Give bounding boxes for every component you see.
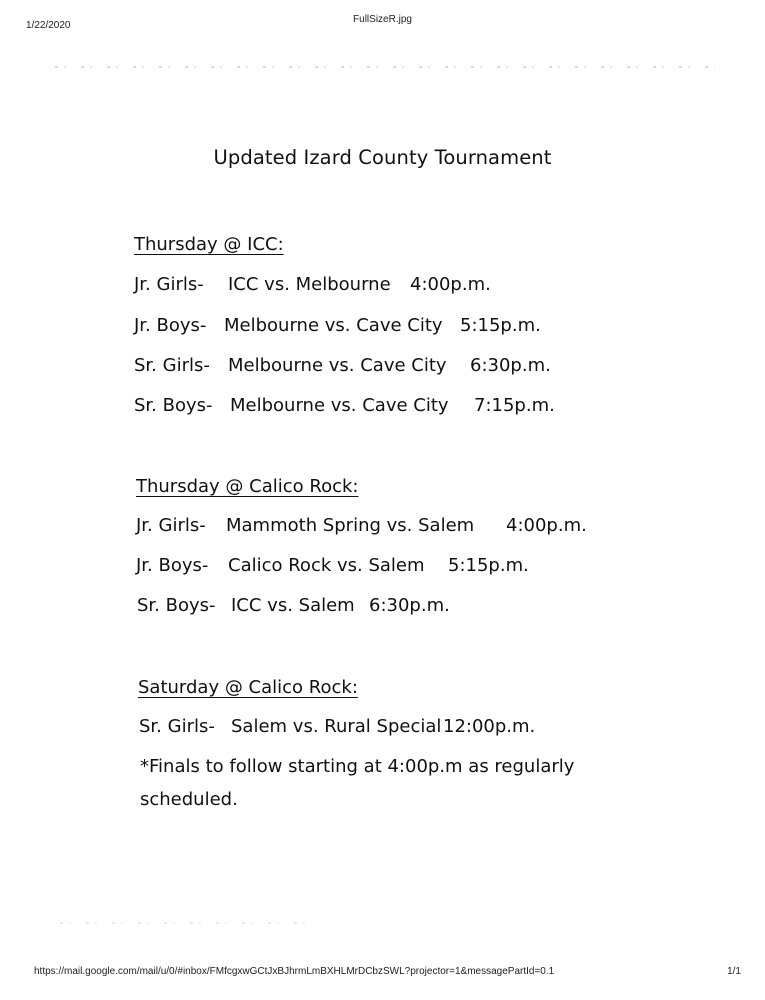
game-matchup: Mammoth Spring vs. Salem bbox=[226, 515, 475, 536]
document-title: Updated Izard County Tournament bbox=[213, 146, 552, 169]
game-time: 5:15p.m. bbox=[460, 315, 541, 336]
game-row bbox=[136, 515, 587, 536]
game-row bbox=[136, 555, 529, 576]
game-matchup: Melbourne vs. Cave City bbox=[224, 315, 443, 336]
section-heading-thursday-icc: Thursday @ ICC: bbox=[134, 234, 284, 255]
game-time: 5:15p.m. bbox=[448, 555, 529, 576]
game-level: Jr. Girls- bbox=[134, 274, 204, 295]
game-matchup: Melbourne vs. Cave City bbox=[230, 395, 449, 416]
game-row bbox=[139, 716, 535, 737]
game-level: Jr. Boys- bbox=[134, 315, 207, 336]
game-level: Sr. Girls- bbox=[139, 716, 215, 737]
print-date: 1/22/2020 bbox=[26, 20, 71, 31]
game-row bbox=[134, 274, 491, 295]
game-row bbox=[134, 395, 555, 416]
game-time: 12:00p.m. bbox=[443, 716, 536, 737]
game-row bbox=[134, 315, 541, 336]
game-matchup: Melbourne vs. Cave City bbox=[228, 355, 447, 376]
game-time: 4:00p.m. bbox=[506, 515, 587, 536]
game-time: 7:15p.m. bbox=[474, 395, 555, 416]
section-heading-saturday-calico-rock: Saturday @ Calico Rock: bbox=[138, 677, 358, 698]
game-time: 6:30p.m. bbox=[470, 355, 551, 376]
print-url: https://mail.google.com/mail/u/0/#inbox/FMfcgxwGCtJxBJhrmLmBXHLMrDCbzSWL?projector=1&messagePartId=0.1 bbox=[34, 966, 555, 977]
scan-artifact-bottom bbox=[60, 922, 310, 924]
game-row bbox=[137, 595, 450, 616]
game-level: Sr. Boys- bbox=[137, 595, 216, 616]
game-matchup: ICC vs. Melbourne bbox=[228, 274, 391, 295]
game-level: Jr. Girls- bbox=[136, 515, 206, 536]
game-time: 6:30p.m. bbox=[369, 595, 450, 616]
game-row bbox=[134, 355, 551, 376]
game-matchup: Salem vs. Rural Special bbox=[231, 716, 442, 737]
game-time: 4:00p.m. bbox=[410, 274, 491, 295]
finals-note-line-1: *Finals to follow starting at 4:00p.m as regularly bbox=[140, 756, 575, 777]
game-level: Sr. Girls- bbox=[134, 355, 210, 376]
print-page-number: 1/1 bbox=[727, 966, 741, 977]
game-level: Jr. Boys- bbox=[136, 555, 209, 576]
finals-note-line-2: scheduled. bbox=[140, 789, 238, 810]
print-filename: FullSizeR.jpg bbox=[353, 14, 412, 25]
game-level: Sr. Boys- bbox=[134, 395, 213, 416]
game-matchup: ICC vs. Salem bbox=[231, 595, 355, 616]
section-heading-thursday-calico-rock: Thursday @ Calico Rock: bbox=[136, 476, 359, 497]
game-matchup: Calico Rock vs. Salem bbox=[228, 555, 425, 576]
